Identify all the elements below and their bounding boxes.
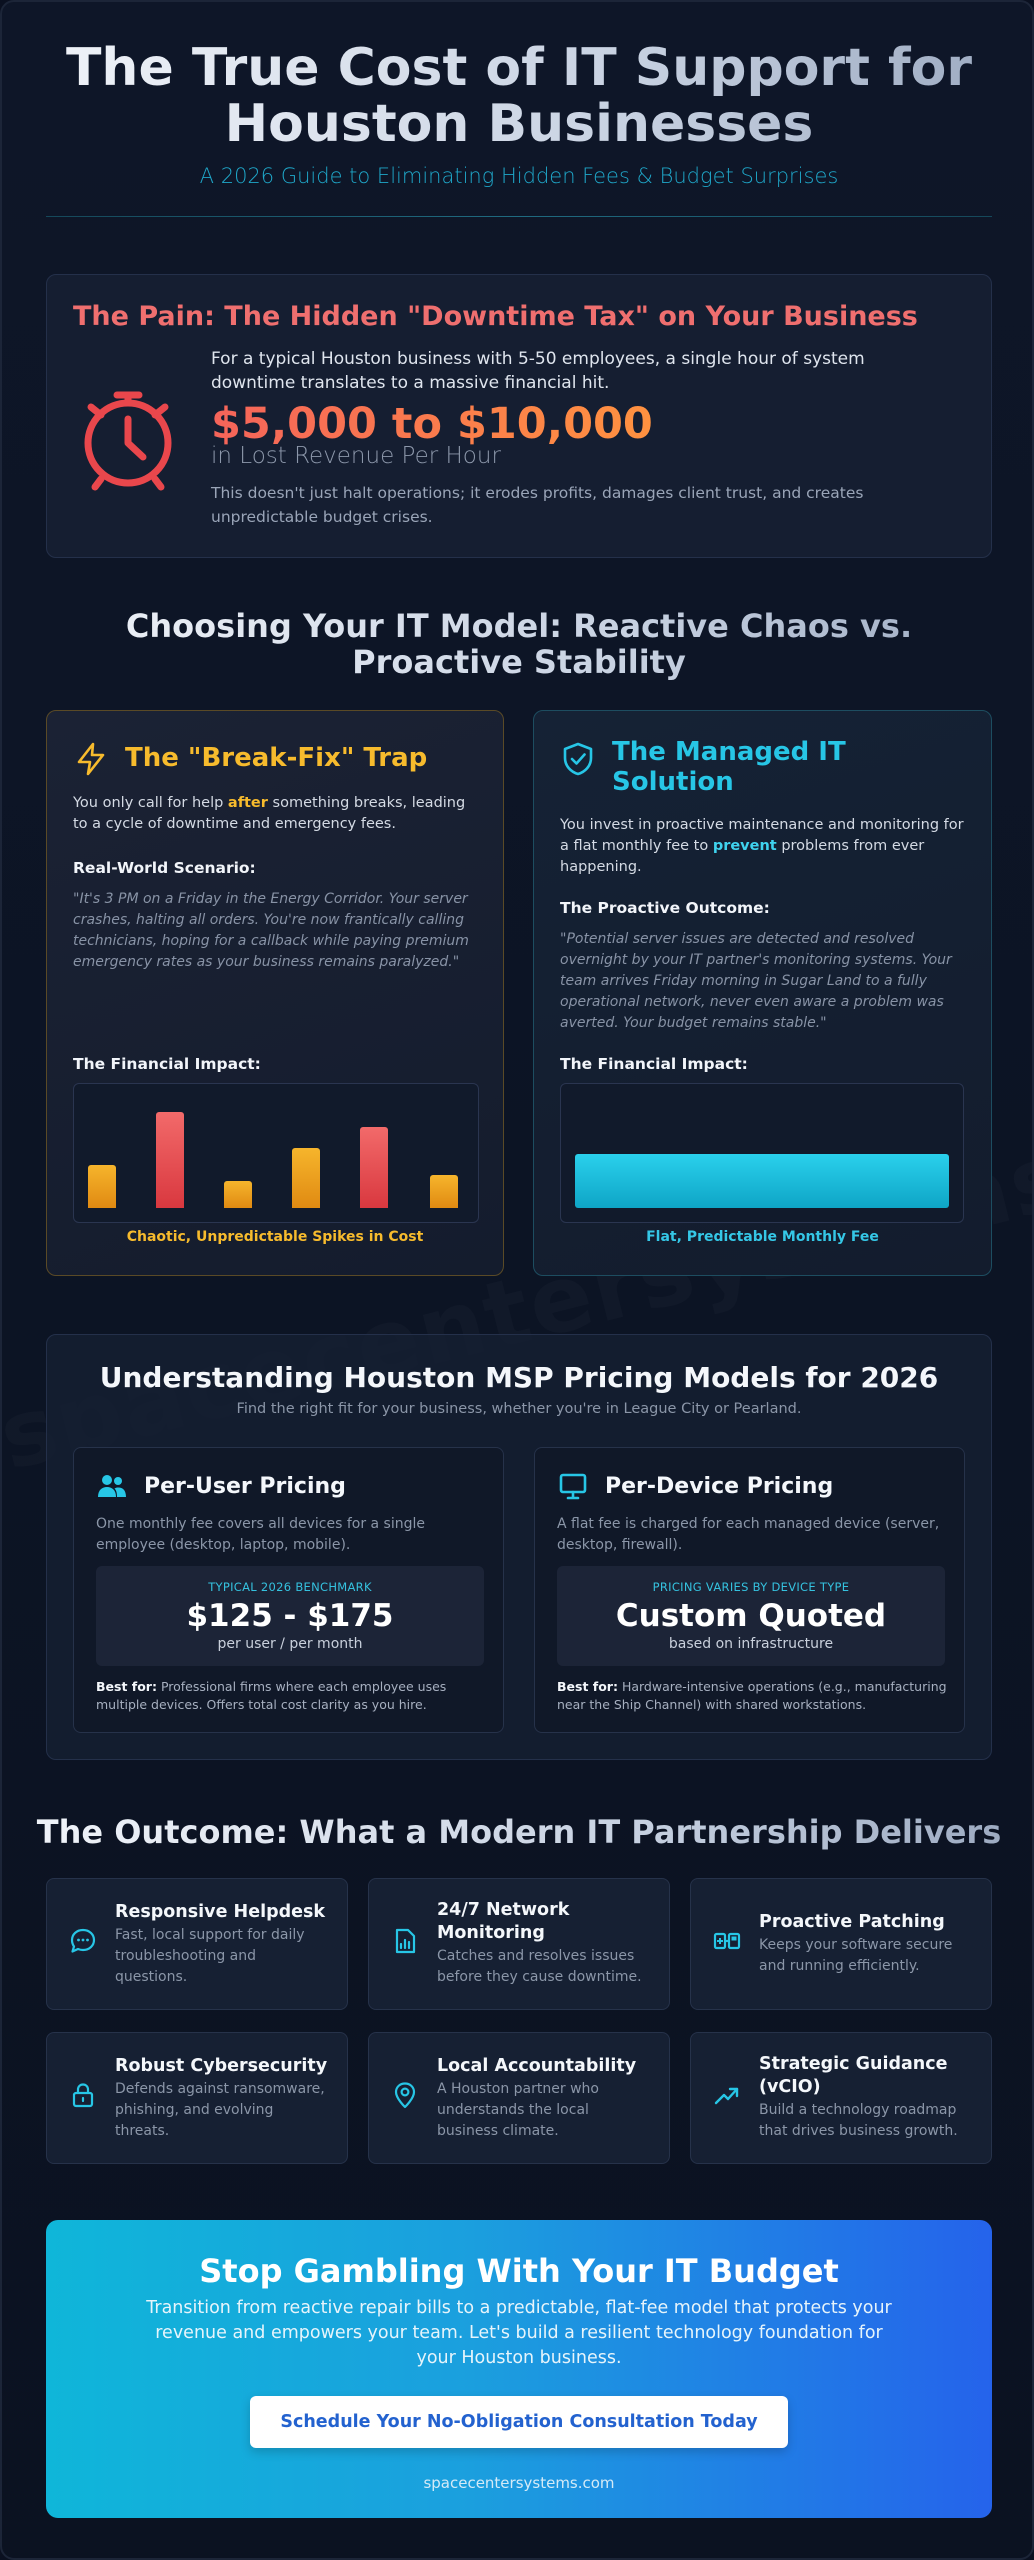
cta-text: Transition from reactive repair bills to a predictable, flat-fee model that protects your revenue and empowers your team. Let's build a resilient technology foundation for your Houston business.	[146, 2298, 892, 2368]
feature-card	[690, 2032, 992, 2164]
break-fix-caption: Chaotic, Unpredictable Spikes in Cost	[126, 1229, 424, 1245]
managed-it-card	[533, 710, 992, 1276]
stopwatch-icon	[73, 383, 183, 493]
monitor-icon	[557, 1470, 589, 1502]
lightning-icon	[73, 741, 109, 777]
models-title: Choosing Your IT Model: Reactive Chaos vs. Proactive Stability	[2, 608, 1034, 680]
feature-title: 24/7 Network Monitoring	[437, 1900, 570, 1943]
cost-spike-bar	[430, 1175, 458, 1208]
pricing-section	[46, 1334, 992, 1760]
cost-spike-bar	[292, 1148, 320, 1208]
feature-desc: Keeps your software secure and running efficiently.	[759, 1937, 953, 1974]
chat-bubble-icon	[69, 1927, 97, 1955]
feature-desc: A Houston partner who understands the local business climate.	[437, 2081, 599, 2139]
break-fix-desc: You only call for help after something breaks, leading to a cycle of downtime and emergency fees.	[73, 795, 466, 832]
feature-title: Proactive Patching	[759, 1912, 945, 1932]
benchmark-value: $125 - $175	[186, 1598, 394, 1634]
benchmark-value: Custom Quoted	[615, 1598, 887, 1634]
pain-intro: For a typical Houston business with 5-50 employees, a single hour of system downtime translates to a massive financial hit.	[211, 349, 865, 393]
header	[2, 40, 1034, 188]
break-fix-impact-label: The Financial Impact:	[73, 1055, 261, 1073]
managed-it-impact-label: The Financial Impact:	[560, 1055, 748, 1073]
report-chart-icon	[391, 1927, 419, 1955]
header-divider	[46, 216, 992, 217]
benchmark-unit: per user / per month	[217, 1636, 363, 1652]
pain-figure-label: in Lost Revenue Per Hour	[211, 443, 501, 469]
page-subtitle: A 2026 Guide to Eliminating Hidden Fees & Budget Surprises	[199, 164, 839, 188]
pricing-subtitle: Find the right fit for your business, whether you're in League City or Pearland.	[236, 1401, 802, 1417]
patch-blocks-icon	[713, 1927, 741, 1955]
feature-title: Strategic Guidance (vCIO)	[759, 2054, 948, 2097]
cost-spike-bar	[88, 1165, 116, 1208]
pricing-title: Understanding Houston MSP Pricing Models for 2026	[99, 1361, 939, 1394]
cost-spikes-chart	[73, 1083, 479, 1223]
per-device-benchmark	[557, 1566, 945, 1666]
feature-desc: Fast, local support for daily troubleshooting and questions.	[115, 1927, 305, 1985]
per-user-best-for: Best for: Professional firms where each employee uses multiple devices. Offers total cost clarity as you hire.	[96, 1679, 447, 1712]
users-icon	[96, 1470, 128, 1502]
feature-title: Robust Cybersecurity	[115, 2056, 328, 2076]
flat-fee-bar	[575, 1154, 949, 1208]
benchmark-label: PRICING VARIES BY DEVICE TYPE	[652, 1580, 850, 1594]
per-user-benchmark	[96, 1566, 484, 1666]
feature-desc: Defends against ransomware, phishing, and evolving threats.	[115, 2081, 325, 2139]
lock-icon	[69, 2081, 97, 2109]
managed-it-caption: Flat, Predictable Monthly Fee	[646, 1229, 879, 1245]
pain-note: This doesn't just halt operations; it erodes profits, damages client trust, and creates unpredictable budget crises.	[211, 484, 864, 526]
website-link[interactable]: spacecentersystems.com	[423, 2474, 615, 2492]
pain-card	[46, 274, 992, 558]
feature-card	[46, 1878, 348, 2010]
scenario-text: "It's 3 PM on a Friday in the Energy Corridor. Your server crashes, halting all orders. You're now frantically calling technicians, hoping for a callback while paying premium emergency rates as your business remains paralyzed."	[73, 891, 469, 970]
feature-card	[690, 1878, 992, 2010]
benchmark-unit: based on infrastructure	[668, 1636, 834, 1652]
per-device-title: Per-Device Pricing	[605, 1474, 834, 1499]
per-device-desc: A flat fee is charged for each managed device (server, desktop, firewall).	[557, 1516, 940, 1553]
cta-banner	[46, 2220, 992, 2518]
outcome-title: The Outcome: What a Modern IT Partnership Delivers	[2, 1814, 1034, 1850]
cta-title: Stop Gambling With Your IT Budget	[199, 2252, 839, 2290]
feature-card	[368, 2032, 670, 2164]
feature-desc: Build a technology roadmap that drives business growth.	[759, 2102, 958, 2139]
break-fix-title: The "Break-Fix" Trap	[125, 743, 428, 773]
page-title: The True Cost of IT Support for Houston Businesses	[2, 40, 1034, 152]
scenario-label: Real-World Scenario:	[73, 859, 256, 877]
outcome-label: The Proactive Outcome:	[560, 899, 770, 917]
feature-title: Local Accountability	[437, 2056, 637, 2076]
pain-figure: $5,000 to $10,000	[211, 399, 653, 449]
managed-it-desc: You invest in proactive maintenance and monitoring for a flat monthly fee to prevent problems from ever happening.	[560, 817, 964, 875]
flat-fee-chart	[560, 1083, 964, 1223]
feature-card	[46, 2032, 348, 2164]
map-pin-icon	[391, 2081, 419, 2109]
schedule-consultation-button[interactable]: Schedule Your No-Obligation Consultation Today	[250, 2396, 788, 2448]
trend-up-icon	[713, 2081, 741, 2109]
cost-spike-bar	[224, 1181, 252, 1208]
managed-it-title: The Managed IT Solution	[612, 737, 846, 797]
shield-check-icon	[560, 741, 596, 777]
cost-spike-bar	[360, 1127, 388, 1208]
per-user-desc: One monthly fee covers all devices for a single employee (desktop, laptop, mobile).	[96, 1516, 425, 1553]
per-device-card	[534, 1447, 965, 1733]
outcome-text: "Potential server issues are detected and resolved overnight by your IT partner's monitoring systems. Your team arrives Friday morning in Sugar Land to a fully operational network, never even aware a problem was averted. Your budget remains stable."	[560, 931, 952, 1031]
per-user-title: Per-User Pricing	[144, 1474, 346, 1499]
benchmark-label: TYPICAL 2026 BENCHMARK	[208, 1580, 372, 1594]
per-device-best-for: Best for: Hardware-intensive operations (e.g., manufacturing near the Ship Channel) with shared workstations.	[557, 1679, 947, 1712]
feature-card	[368, 1878, 670, 2010]
per-user-card	[73, 1447, 504, 1733]
cost-spike-bar	[156, 1112, 184, 1208]
feature-desc: Catches and resolves issues before they cause downtime.	[437, 1948, 642, 1985]
pain-title: The Pain: The Hidden "Downtime Tax" on Your Business	[73, 301, 918, 332]
feature-title: Responsive Helpdesk	[115, 1902, 326, 1922]
break-fix-card	[46, 710, 504, 1276]
